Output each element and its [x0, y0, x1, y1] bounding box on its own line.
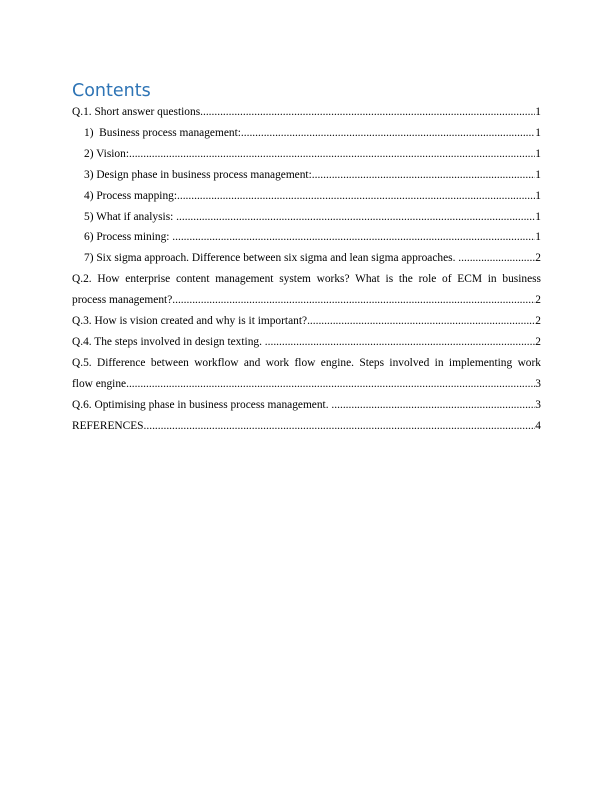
toc-entry-vision[interactable]	[72, 144, 541, 165]
toc-list	[72, 102, 541, 437]
dot-leader	[312, 165, 536, 186]
toc-entry-page: 1	[535, 147, 541, 160]
toc-entry-title-line2: flow engine	[72, 377, 127, 390]
dot-leader	[331, 395, 535, 416]
toc-entry-page: 1	[535, 189, 541, 202]
toc-entry-title-line1: Q.2. How enterprise content management system works? What is the role of ECM in business	[72, 273, 541, 286]
toc-entry-title: Q.6. Optimising phase in business process management.	[72, 398, 332, 411]
toc-entry-page: 2	[535, 294, 541, 307]
toc-entry-six-sigma[interactable]	[72, 248, 541, 269]
toc-entry-page: 4	[535, 419, 541, 432]
toc-entry-title: 5) What if analysis:	[84, 210, 177, 223]
toc-entry-process-mining[interactable]	[72, 227, 541, 248]
toc-entry-title: Q.1. Short answer questions	[72, 106, 201, 118]
toc-entry-page: 1	[535, 231, 541, 244]
dot-leader	[126, 374, 535, 395]
toc-entry-q6[interactable]	[72, 395, 541, 416]
toc-entry-page: 1	[535, 210, 541, 223]
dot-leader	[176, 207, 535, 228]
dot-leader	[172, 290, 535, 311]
toc-entry-title: 2) Vision:	[84, 147, 129, 160]
toc-entry-title: Q.4. The steps involved in design texting.	[72, 335, 265, 348]
toc-entry-q4[interactable]	[72, 332, 541, 353]
toc-entry-title: 1) Business process management:	[84, 126, 241, 139]
toc-entry-process-mapping[interactable]	[72, 186, 541, 207]
toc-entry-page: 1	[535, 106, 541, 118]
dot-leader	[177, 186, 535, 207]
toc-entry-q3[interactable]	[72, 311, 541, 332]
toc-entry-title: Q.3. How is vision created and why is it important?	[72, 315, 308, 328]
toc-entry-page: 1	[535, 126, 541, 139]
toc-entry-page: 2	[535, 315, 541, 328]
toc-entry-title-line2: process management?	[72, 294, 173, 307]
dot-leader	[144, 416, 536, 437]
toc-entry-title: 7) Six sigma approach. Difference between six sigma and lean sigma approaches.	[84, 252, 459, 265]
toc-entry-page: 1	[535, 168, 541, 181]
toc-entry-page: 3	[535, 377, 541, 390]
toc-entry-title: REFERENCES	[72, 419, 144, 432]
dot-leader	[129, 144, 535, 165]
toc-entry-page: 3	[535, 398, 541, 411]
dot-leader	[241, 123, 535, 144]
toc-entry-page: 2	[535, 335, 541, 348]
toc-entry-references[interactable]	[72, 416, 541, 437]
toc-entry-q1[interactable]	[72, 102, 541, 123]
toc-entry-business-process-management[interactable]	[72, 123, 541, 144]
dot-leader	[265, 332, 536, 353]
dot-leader	[458, 248, 535, 269]
toc-entry-design-phase[interactable]	[72, 165, 541, 186]
toc-entry-title-line1: Q.5. Difference between workflow and work flow engine. Steps involved in implementing work	[72, 356, 541, 369]
toc-entry-title: 6) Process mining:	[84, 231, 173, 244]
toc-entry-what-if-analysis[interactable]	[72, 207, 541, 228]
dot-leader	[307, 311, 535, 332]
dot-leader	[200, 102, 535, 123]
toc-entry-title: 4) Process mapping:	[84, 189, 178, 202]
dot-leader	[172, 227, 535, 248]
toc-heading: Contents	[72, 81, 151, 101]
toc-entry-q5[interactable]	[72, 353, 541, 395]
toc-entry-q2[interactable]	[72, 269, 541, 311]
table-of-contents	[72, 80, 541, 437]
toc-entry-page: 2	[535, 252, 541, 265]
toc-entry-title: 3) Design phase in business process management:	[84, 168, 312, 181]
